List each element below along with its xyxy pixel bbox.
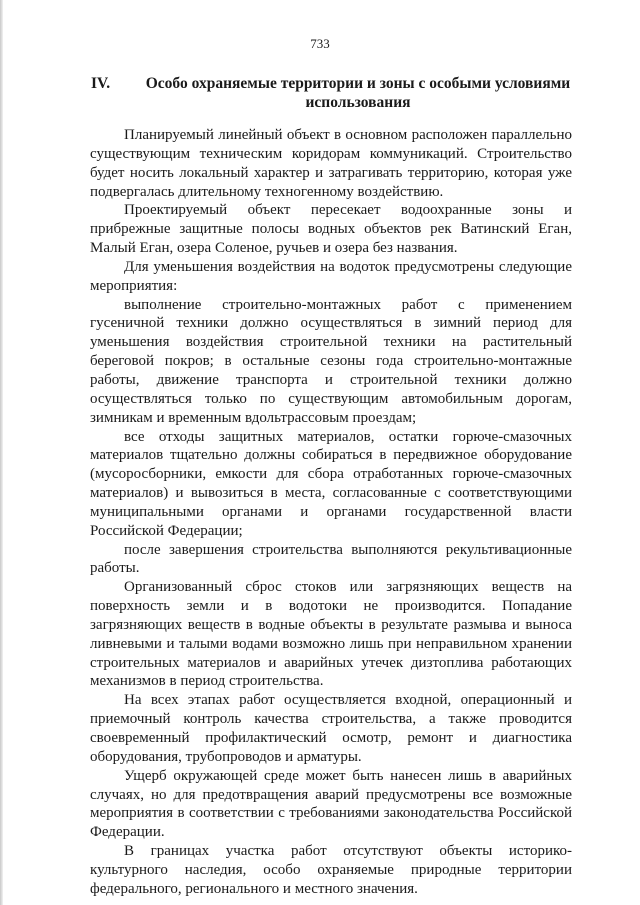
paragraph-water-zones: Проектируемый объект пересекает водоохранные зоны и прибрежные защитные полосы водных объектов рек Ватинский Еган, Малый Еган, озера Соленое, ручьев и озера без названия. bbox=[90, 202, 572, 257]
section-heading bbox=[91, 74, 571, 112]
paragraph-measure-recultivation: после завершения строительства выполняются рекультивационные работы. bbox=[90, 541, 572, 577]
paragraph-measures-intro: Для уменьшения воздействия на водоток предусмотрены следующие мероприятия: bbox=[90, 258, 572, 294]
section-title: Особо охраняемые территории и зоны с особыми условиями использования bbox=[145, 75, 571, 111]
paragraph-measure-waste: все отходы защитных материалов, остатки горюче-смазочных материалов тщательно должны собираться в передвижное оборудование (мусоросборники, емкости для сбора отработанных горюче-смазочных материалов) и вывозиться в места, согласованные с соответствующими муниципальными органами и органами государственной власти Российской Федерации; bbox=[90, 428, 572, 539]
document-body bbox=[90, 126, 572, 899]
paragraph-quality-control: На всех этапах работ осуществляется входной, операционный и приемочный контроль качества строительства, а также проводится своевременный профилактический осмотр, ремонт и диагностика оборудования, трубопроводов и арматуры. bbox=[90, 692, 572, 765]
paragraph-damage: Ущерб окружающей среде может быть нанесен лишь в аварийных случаях, но для предотвращения аварий предусмотрены все возможные мероприятия в соответствии с требованиями законодательства Российской Федерации. bbox=[90, 767, 572, 841]
scan-edge bbox=[0, 0, 3, 905]
paragraph-heritage: В границах участка работ отсутствуют объекты историко-культурного наследия, особо охраняемые природные территории федерального, регионального и местного значения. bbox=[90, 843, 572, 897]
section-number: IV. bbox=[91, 75, 111, 92]
paragraph-measure-construction: выполнение строительно-монтажных работ с применением гусеничной техники должно осуществляться в зимний период для уменьшения воздействия строительной техники на растительный береговой покров; в остальные сезоны года строительно-монтажные работы, движение транспорта и строительной техники должно осуществляться только по существующим автомобильным дорогам, зимникам и временным вдольтрассовым проездам; bbox=[90, 296, 572, 426]
paragraph-location: Планируемый линейный объект в основном расположен параллельно существующим техническим коридорам коммуникаций. Строительство будет носить локальный характер и затрагивать территорию, которая уже подвергалась длительному техногенному воздействию. bbox=[90, 127, 572, 200]
page-number: 733 bbox=[310, 36, 330, 51]
paragraph-discharge: Организованный сброс стоков или загрязняющих веществ на поверхность земли и в водотоки не производится. Попадание загрязняющих веществ в водные объекты в результате размыва и выноса ливневыми и талыми водами возможно лишь при неправильном хранении строительных материалов и аварийных утечек дизтоплива работающих механизмов в период строительства. bbox=[90, 579, 572, 690]
